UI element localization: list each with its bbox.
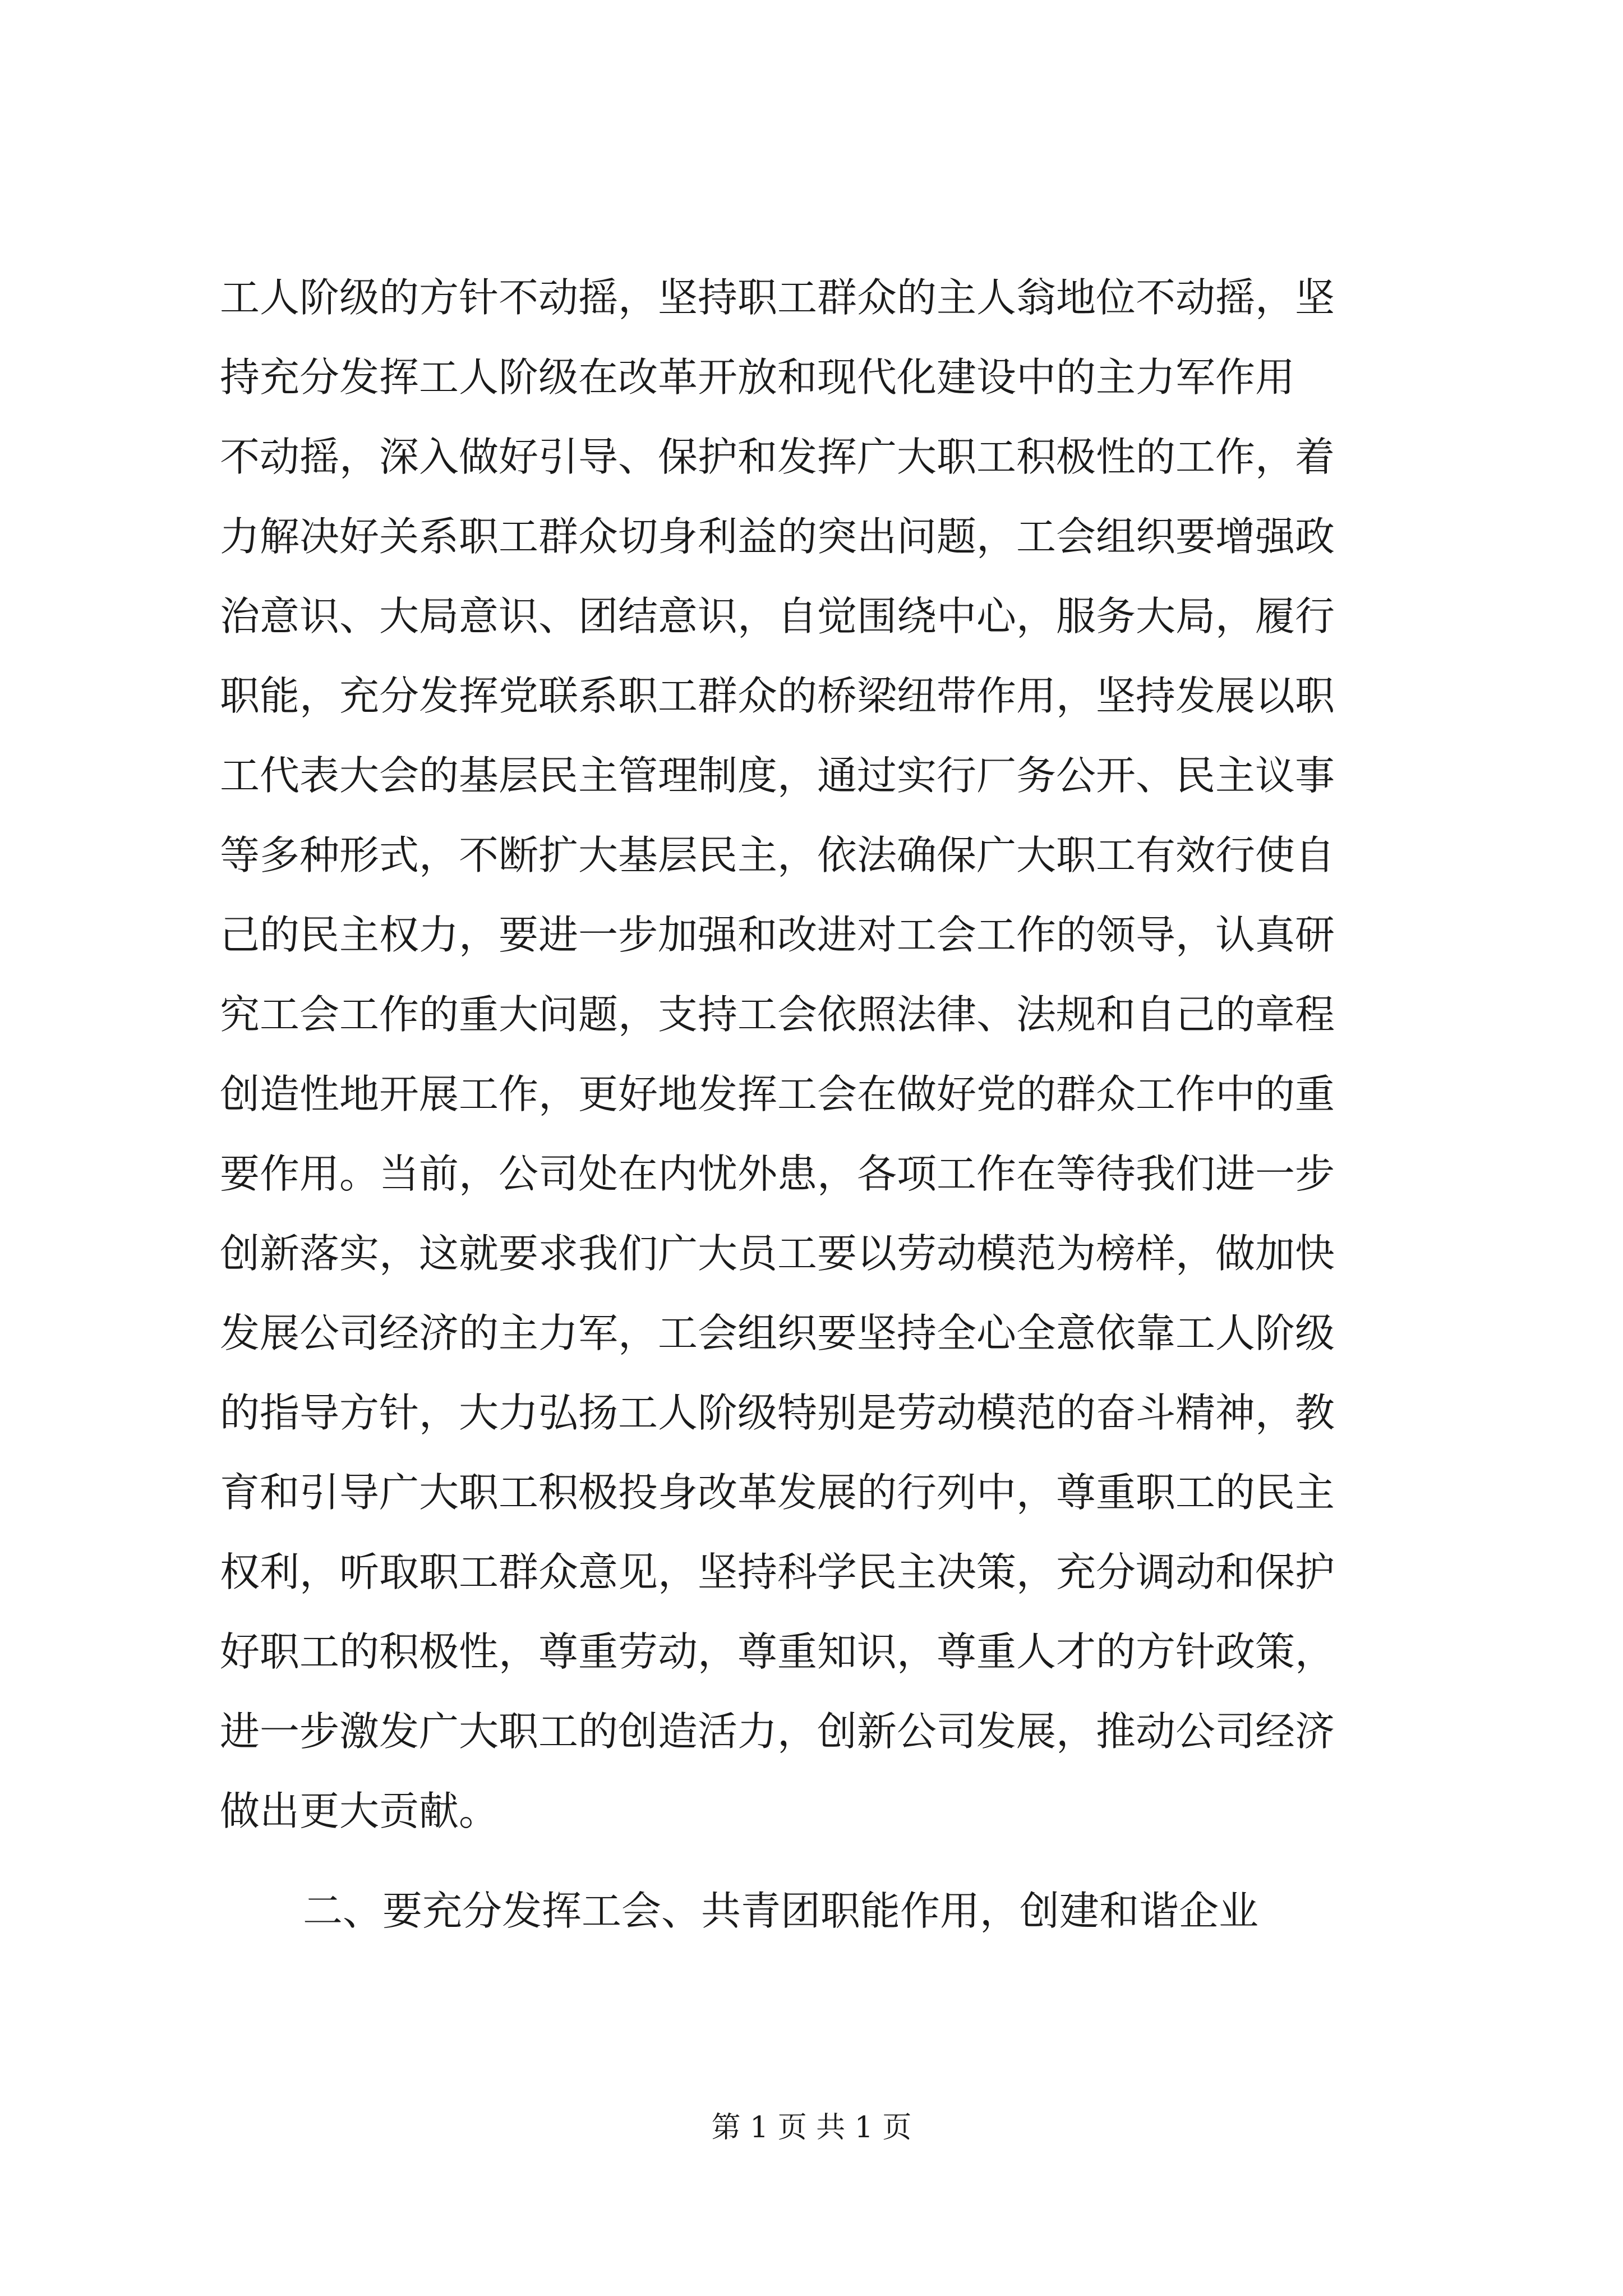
paragraph-line: 做出更大贡献。 (220, 1788, 499, 1834)
paragraph-line: 工人阶级的方针不动摇，坚持职工群众的主人翁地位不动摇，坚 (220, 274, 1335, 321)
paragraph-line: 治意识、大局意识、团结意识，自觉围绕中心，服务大局，履行 (220, 593, 1335, 639)
paragraph-line: 工代表大会的基层民主管理制度，通过实行厂务公开、民主议事 (220, 752, 1335, 799)
paragraph-line: 力解决好关系职工群众切身利益的突出问题，工会组织要增强政 (220, 513, 1335, 560)
paragraph-line: 己的民主权力，要进一步加强和改进对工会工作的领导，认真研 (220, 912, 1335, 958)
body-paragraph (220, 258, 1420, 1951)
paragraph-line: 的指导方针，大力弘扬工人阶级特别是劳动模范的奋斗精神，教 (220, 1389, 1335, 1436)
paragraph-line: 发展公司经济的主力军，工会组织要坚持全心全意依靠工人阶级 (220, 1310, 1335, 1356)
paragraph-line: 创新落实，这就要求我们广大员工要以劳动模范为榜样，做加快 (220, 1230, 1335, 1277)
paragraph-line: 育和引导广大职工积极投身改革发展的行列中，尊重职工的民主 (220, 1469, 1335, 1516)
paragraph-line: 究工会工作的重大问题，支持工会依照法律、法规和自己的章程 (220, 991, 1335, 1038)
page-footer: 第 1 页 共 1 页 (711, 2111, 912, 2145)
paragraph-line: 权利，听取职工群众意见，坚持科学民主决策，充分调动和保护 (220, 1549, 1335, 1595)
paragraph-line: 好职工的积极性，尊重劳动，尊重知识，尊重人才的方针政策， (220, 1628, 1335, 1675)
paragraph-line: 持充分发挥工人阶级在改革开放和现代化建设中的主力军作用 (220, 354, 1295, 401)
paragraph-line: 等多种形式，不断扩大基层民主，依法确保广大职工有效行使自 (220, 832, 1335, 878)
paragraph-line: 进一步激发广大职工的创造活力，创新公司发展，推动公司经济 (220, 1708, 1335, 1755)
paragraph-line: 职能，充分发挥党联系职工群众的桥梁纽带作用，坚持发展以职 (220, 673, 1335, 719)
paragraph-line: 要作用。当前，公司处在内忧外患，各项工作在等待我们进一步 (220, 1151, 1335, 1197)
section-heading: 二、要充分发挥工会、共青团职能作用，创建和谐企业 (303, 1888, 1259, 1934)
paragraph-line: 创造性地开展工作，更好地发挥工会在做好党的群众工作中的重 (220, 1071, 1335, 1117)
paragraph-line: 不动摇，深入做好引导、保护和发挥广大职工积极性的工作，着 (220, 434, 1335, 480)
